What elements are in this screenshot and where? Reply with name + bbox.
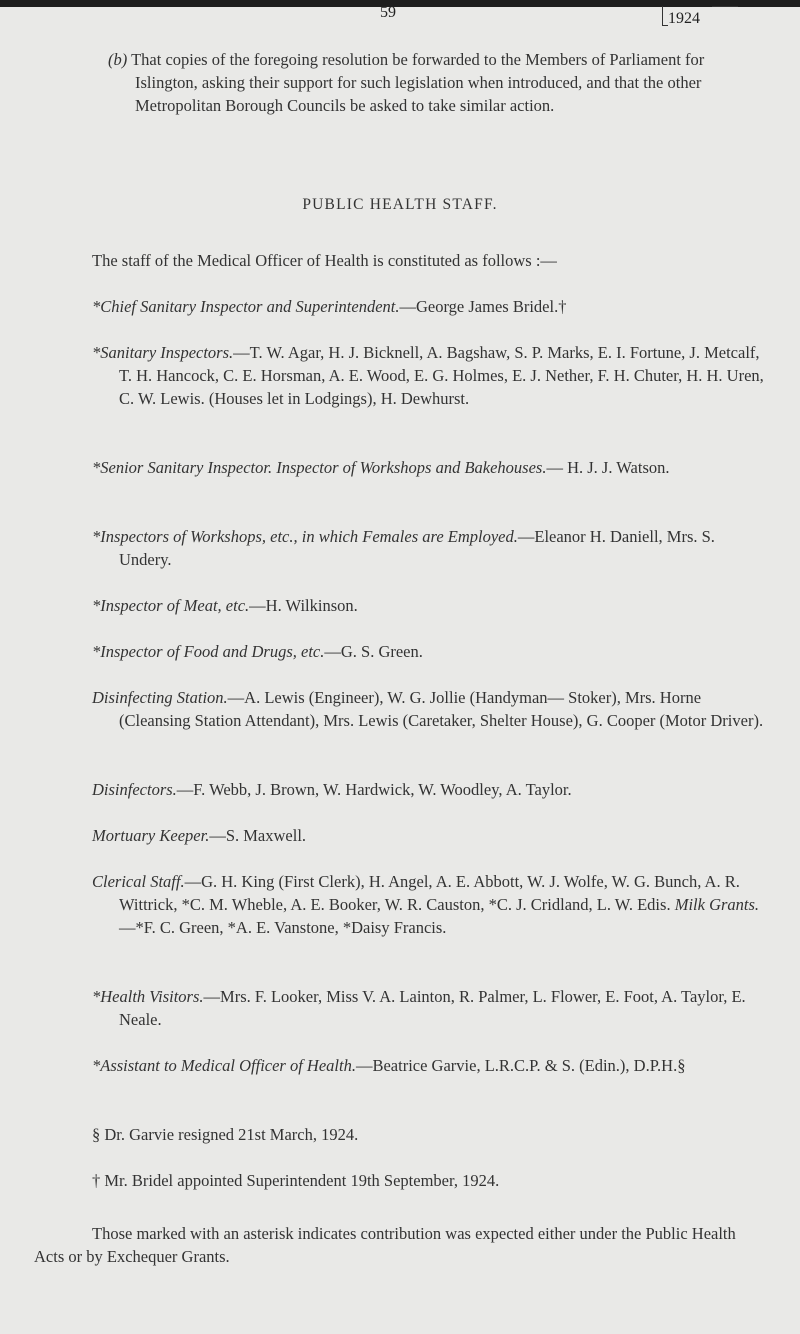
entry-senior-inspector	[92, 456, 767, 479]
year-bracket	[662, 6, 663, 26]
entry-text: —S. Maxwell.	[209, 826, 307, 845]
resolution-label: (b)	[108, 50, 128, 69]
note-bridel: † Mr. Bridel appointed Superintendent 19th September, 1924.	[92, 1171, 500, 1190]
page-number: 59	[380, 4, 396, 21]
entry-clerical-staff	[92, 870, 767, 939]
entry-text: —G. S. Green.	[324, 642, 423, 661]
entry-text: —H. Wilkinson.	[249, 596, 358, 615]
entry-title: *Inspectors of Workshops, etc., in which Females are Employed.	[92, 527, 518, 546]
entry-meat-inspector	[92, 594, 767, 617]
entry-text: —G. H. King (First Clerk), H. Angel, A. E. Abbott, W. J. Wolfe, W. G. Bunch, A. R. Wittrick, *C. M. Wheble, A. E. Booker, W. R. Causton, *C. J. Cridland, L. W. Edis.	[119, 872, 740, 914]
entry-text: —F. Webb, J. Brown, W. Hardwick, W. Woodley, A. Taylor.	[176, 780, 572, 799]
entry-disinfecting-station	[92, 686, 767, 732]
entry-sanitary-inspectors	[92, 341, 767, 410]
entry-subtitle-milk-grants: Milk Grants.	[674, 895, 760, 914]
entry-title: Mortuary Keeper.	[92, 826, 210, 845]
entry-health-visitors	[92, 985, 767, 1031]
entry-title: Disinfecting Station.	[92, 688, 228, 707]
entry-disinfectors	[92, 778, 767, 801]
entry-title: *Inspector of Meat, etc.	[92, 596, 250, 615]
entry-text: —T. W. Agar, H. J. Bicknell, A. Bagshaw, S. P. Marks, E. I. Fortune, J. Metcalf, T. H. Hancock, C. E. Horsman, A. E. Wood, E. G. Holmes, E. J. Nether, F. H. Chuter, H. H. Uren, C. W. Lewis. (Houses let in Lodgings), H. Dewhurst.	[119, 343, 764, 408]
entry-title: Clerical Staff.	[92, 872, 185, 891]
entry-mortuary-keeper	[92, 824, 767, 847]
entry-title: *Senior Sanitary Inspector. Inspector of Workshops and Bakehouses.	[92, 458, 547, 477]
entry-workshop-inspectors	[92, 525, 767, 571]
entry-title: *Chief Sanitary Inspector and Superintendent.	[92, 297, 400, 316]
entry-text: —George James Bridel.†	[399, 297, 567, 316]
resolution-text: That copies of the foregoing resolution be forwarded to the Members of Parliament for Islington, asking their support for such legislation when introduced, and that the other Metropolitan Borough Councils be asked to take similar action.	[131, 50, 705, 115]
intro-paragraph: The staff of the Medical Officer of Health is constituted as follows :—	[92, 251, 557, 270]
entry-text: — H. J. J. Watson.	[546, 458, 670, 477]
entry-title: *Health Visitors.	[92, 987, 204, 1006]
entry-subtext: —*F. C. Green, *A. E. Vanstone, *Daisy Francis.	[119, 918, 447, 937]
entry-food-inspector	[92, 640, 767, 663]
entry-chief-inspector	[92, 295, 767, 318]
entry-title: *Inspector of Food and Drugs, etc.	[92, 642, 325, 661]
closing-paragraph: Those marked with an asterisk indicates contribution was expected either under the Public Health Acts or by Exchequer Grants.	[34, 1224, 736, 1266]
year-rule	[712, 6, 738, 7]
entry-text: —Eleanor H. Daniell, Mrs. S. Undery.	[119, 527, 715, 569]
year-text: 1924	[668, 10, 700, 27]
entry-text: —Beatrice Garvie, L.R.C.P. & S. (Edin.), D.P.H.§	[355, 1056, 686, 1075]
entry-text: —A. Lewis (Engineer), W. G. Jollie (Handyman— Stoker), Mrs. Horne (Cleansing Station Attendant), Mrs. Lewis (Caretaker, Shelter House), G. Cooper (Motor Driver).	[119, 688, 764, 730]
section-title: PUBLIC HEALTH STAFF.	[302, 196, 498, 213]
resolution-paragraph	[108, 48, 767, 117]
entry-text: —Mrs. F. Looker, Miss V. A. Lainton, R. Palmer, L. Flower, E. Foot, A. Taylor, E. Neale.	[119, 987, 746, 1029]
note-garvie: § Dr. Garvie resigned 21st March, 1924.	[92, 1125, 359, 1144]
entry-assistant-moh	[92, 1054, 767, 1077]
year-mark	[660, 6, 740, 30]
entry-title: *Sanitary Inspectors.	[92, 343, 234, 362]
entry-title: Disinfectors.	[92, 780, 177, 799]
entry-title: *Assistant to Medical Officer of Health.	[92, 1056, 356, 1075]
